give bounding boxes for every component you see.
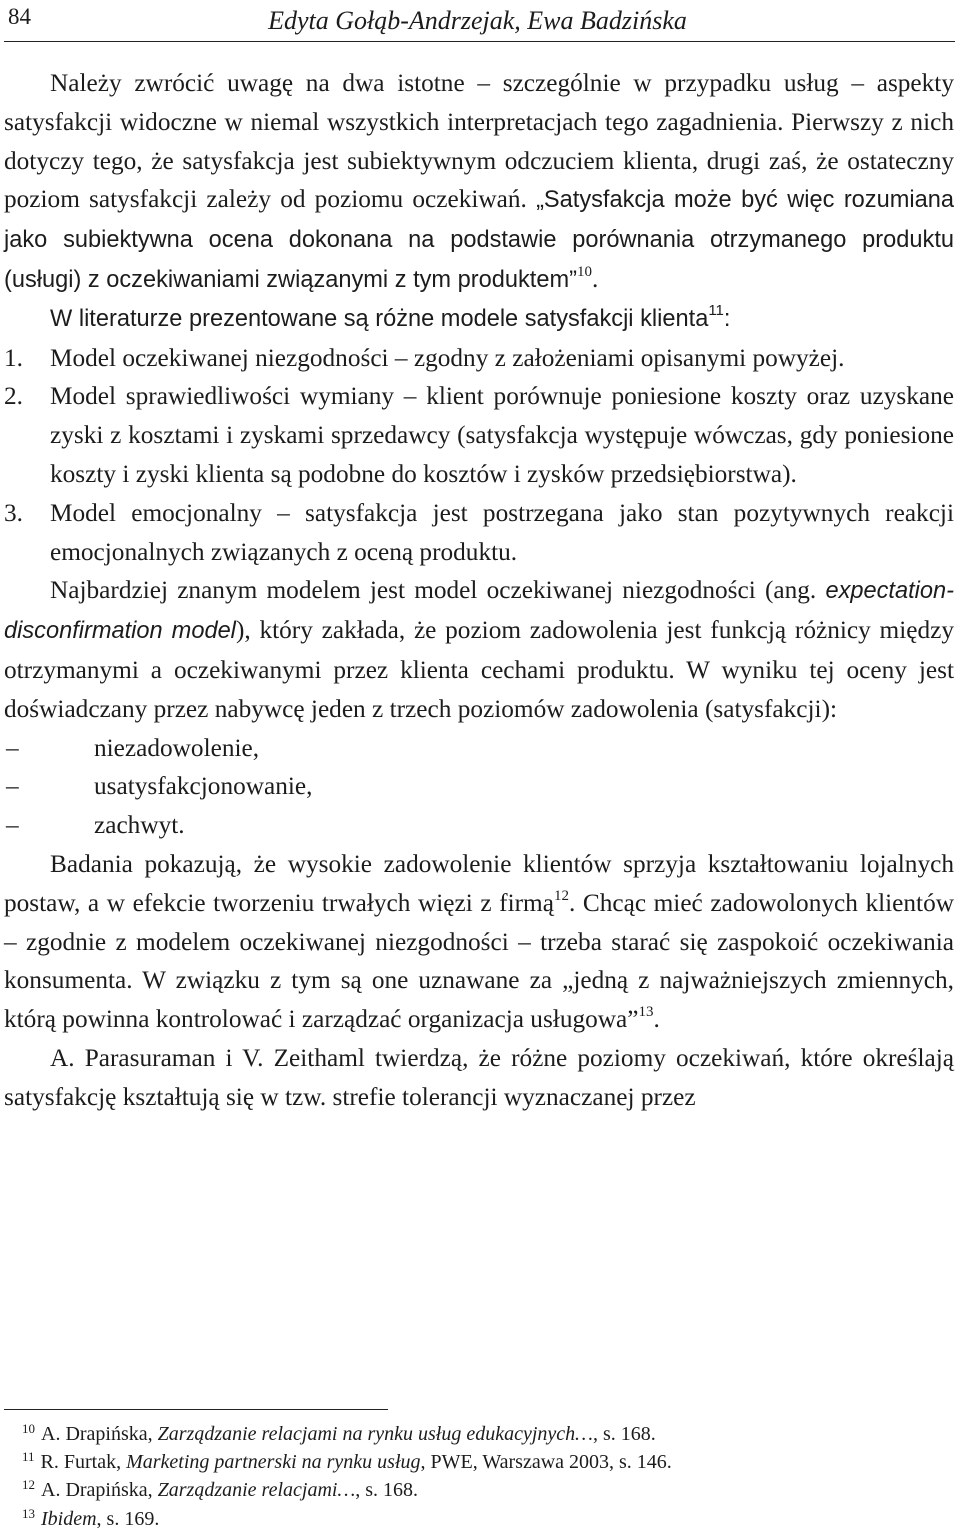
paragraph-5-text: A. Parasuraman i V. Zeithaml twierdzą, że różne poziomy oczekiwań, które określają satysfakcję kształtują się w tzw. strefie tolerancji wyznaczanej przez	[4, 1043, 954, 1111]
footnote-pages: , s. 168.	[592, 1423, 656, 1445]
dash-bullet: –	[6, 811, 19, 840]
footnote-number: 12	[22, 1477, 35, 1493]
footnote-number: 10	[22, 1421, 35, 1436]
level-item-1	[4, 729, 954, 768]
footnote-pages: , s. 168.	[355, 1479, 419, 1502]
footnote-rule	[4, 1409, 388, 1410]
level-text: zachwyt.	[94, 811, 185, 840]
footnote-author: A. Drapińska,	[41, 1479, 158, 1502]
header-rule	[4, 41, 955, 42]
paragraph-4	[4, 845, 954, 1039]
footnote-number: 11	[22, 1449, 35, 1465]
paragraph-2	[4, 300, 954, 339]
paragraph-1-end: .	[591, 264, 599, 293]
footnote-10	[4, 1420, 954, 1448]
model-item-3	[4, 494, 954, 572]
footnote-ref-13: 13	[638, 1004, 654, 1021]
paragraph-3-text-cont: ), który zakłada, że poziom zadowolenia jest funkcją różnicy między otrzymanymi a oczekiwanymi przez klienta cechami produktu. W wyniku tej oceny jest doświadczany przez nabywcę jeden z trzech poziomów zadowolenia (satysfakcji):	[4, 616, 954, 723]
model-item-2	[4, 377, 954, 493]
paragraph-4-text-cont: . Chcąc mieć zadowolonych klientów – zgodnie z modelem oczekiwanej niezgodności – trzeba starać się zaspokoić oczekiwania konsumenta. W związku z tym są one uznawane za „jedną z najważniejszych zmiennych, którą powinna kontrolować i zarządzać organizacja usługowa”	[4, 888, 954, 1034]
paragraph-2-text: W literaturze prezentowane są różne modele satysfakcji klienta	[50, 305, 709, 332]
model-text: Model oczekiwanej niezgodności – zgodny z założeniami opisanymi powyżej.	[50, 343, 845, 372]
footnote-ref-12: 12	[553, 887, 569, 904]
footnote-title: Zarządzanie relacjami…	[157, 1479, 356, 1502]
running-header: Edyta Gołąb-Andrzejak, Ewa Badzińska	[268, 6, 687, 35]
paragraph-1-text: Należy zwrócić uwagę na dwa istotne – szczególnie w przypadku usług – aspekty satysfakcji widoczne w niemal wszystkich interpretacjach tego zagadnienia. Pierwszy z nich dotyczy tego, że satysfakcja jest subiektywnym odczuciem klienta, drugi zaś, że ostateczny poziom satysfakcji zależy od poziomu oczekiwań.	[4, 69, 954, 214]
footnote-title: Ibidem	[41, 1507, 97, 1530]
footnote-title: Zarządzanie relacjami na rynku usług edukacyjnych…	[157, 1423, 593, 1445]
level-item-2	[4, 767, 954, 806]
dash-bullet: –	[6, 733, 19, 762]
footnote-pages: , s. 169.	[96, 1507, 160, 1530]
paragraph-3	[4, 571, 954, 728]
model-item-1	[4, 339, 954, 378]
footnote-author: A. Drapińska,	[41, 1423, 158, 1445]
footnote-11	[4, 1448, 954, 1476]
model-text: Model emocjonalny – satysfakcja jest postrzegana jako stan pozytywnych reakcji emocjonalnych związanych z oceną produktu.	[50, 498, 954, 566]
footnote-12	[4, 1476, 954, 1504]
dash-bullet: –	[6, 772, 19, 801]
model-text: Model sprawiedliwości wymiany – klient porównuje poniesione koszty oraz uzyskane zyski z kosztami i zyskami sprzedawcy (satysfakcja występuje wówczas, gdy poniesione koszty i zyski klienta są podobne do kosztów i zysków przedsiębiorstwa).	[50, 382, 954, 488]
level-item-3	[4, 806, 954, 845]
footnotes	[4, 1420, 954, 1533]
paragraph-4-text: Badania pokazują, że wysokie zadowolenie klientów sprzyja kształtowaniu lojalnych postaw, a w efekcie tworzeniu trwałych więzi z firmą	[4, 849, 954, 917]
footnote-pages: , PWE, Warszawa 2003, s. 146.	[420, 1451, 672, 1474]
level-text: niezadowolenie,	[94, 733, 260, 762]
footnote-title: Marketing partnerski na rynku usług	[126, 1451, 421, 1474]
footnote-number: 13	[22, 1505, 35, 1521]
paragraph-4-end: .	[653, 1005, 660, 1034]
paragraph-5	[4, 1039, 954, 1117]
footnote-ref-11: 11	[708, 301, 724, 319]
term-expectation-disconfirmation: expectation-disconfirmation model	[4, 578, 954, 645]
paragraph-3-text: Najbardziej znanym modelem jest model oczekiwanej niezgodności (ang.	[50, 576, 826, 605]
paragraph-1	[4, 64, 954, 300]
level-text: usatysfakcjonowanie,	[94, 772, 313, 801]
model-number: 1.	[4, 343, 23, 372]
model-number: 3.	[4, 498, 23, 527]
body-text	[4, 64, 954, 1117]
quote-satysfakcja: „Satysfakcja może być więc rozumiana jako subiektywna ocena dokonana na podstawie porównania otrzymanego produktu (usługi) z oczekiwaniami związanymi z tym produktem”	[4, 187, 954, 293]
page-number: 84	[8, 4, 31, 29]
paragraph-2-end: :	[723, 305, 731, 332]
footnote-ref-10: 10	[576, 263, 592, 280]
footnote-13	[4, 1505, 954, 1533]
footnote-author: R. Furtak,	[40, 1451, 127, 1474]
model-number: 2.	[4, 382, 23, 411]
